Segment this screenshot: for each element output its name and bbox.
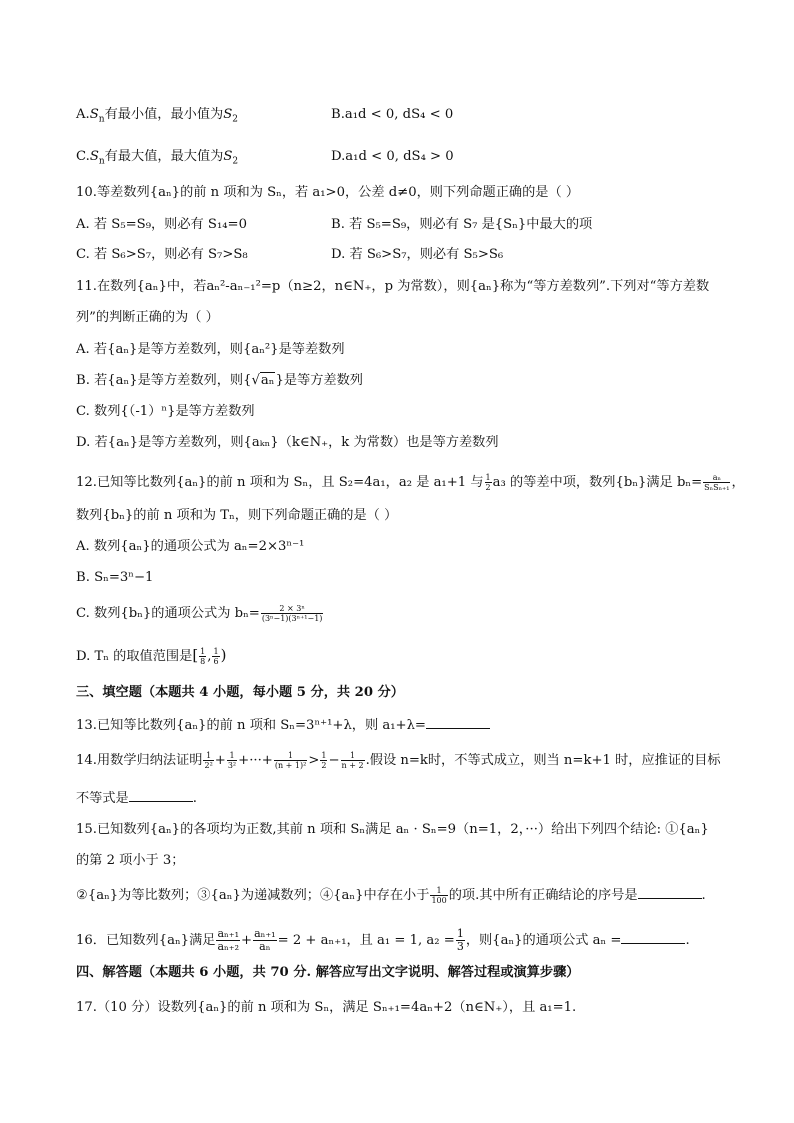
q15-line1: 15.已知数列{aₙ}的各项均为正数,其前 n 项和 Sₙ满足 aₙ · Sₙ=9（n=1，2，···）给出下列四个结论: ①{aₙ} <box>76 822 709 837</box>
q12-option-c: C. 数列{bₙ}的通项公式为 bₙ= $\frac{\text{2 × 3ⁿ}}{\text{(3ⁿ−1)(3ⁿ⁺¹−1)}}$ <box>76 604 323 623</box>
fraction-lower: $\frac{1}{8}$ <box>200 647 206 666</box>
fraction: $\frac{1}{\text{3²}}$ <box>227 751 237 770</box>
q14-line2: 不等式是 . <box>76 791 197 806</box>
q11-option-a: A. 若{aₙ}是等方差数列，则{aₙ²}是等差数列 <box>76 342 345 357</box>
sqrt-expression: aₙ <box>260 373 275 388</box>
q10-option-a: A. 若 S₅=S₉，则必有 S₁₄=0 <box>76 217 247 232</box>
section-heading-fill-blank: 三、填空题（本题共 4 小题，每小题 5 分，共 20 分） <box>76 685 404 700</box>
q12-option-b: B. Sₙ=3ⁿ−1 <box>76 570 154 585</box>
fraction: $\frac{1}{100}$ <box>431 886 447 905</box>
q12-option-d: D. Tₙ 的取值范围是[ $\frac{1}{8}$ , $\frac{1}{6}$ ) <box>76 646 227 666</box>
answer-blank <box>426 716 490 729</box>
fraction: $\frac{1}{2}$ <box>321 751 327 770</box>
q12-stem-line2: 数列{bₙ}的前 n 项和为 Tₙ，则下列命题正确的是（ ） <box>76 508 398 523</box>
q15-line2: 的第 2 项小于 3； <box>76 853 185 868</box>
fraction-bn: $\frac{\text{aₙ}}{\text{SₙSₙ₊₁}}$ <box>704 473 730 492</box>
q11-stem-line2: 列”的判断正确的为（ ） <box>76 310 219 325</box>
q11-stem-line1: 11.在数列{aₙ}中，若aₙ²-aₙ₋₁²=p（n≥2，n∈N₊，p 为常数），则{aₙ}称为“等方差数列”.下列对“等方差数 <box>76 279 710 294</box>
q11-option-c: C. 数列{（-1）ⁿ}是等方差数列 <box>76 404 255 419</box>
q10-option-c: C. 若 S₆>S₇，则必有 S₇>S₈ <box>76 247 248 262</box>
q10-option-b: B. 若 S₅=S₉，则必有 S₇ 是{Sₙ}中最大的项 <box>331 217 593 232</box>
q9-option-a: $A.S_n$有最小值，最小值为$S_2$ <box>76 107 239 125</box>
q9-option-c: $C.S_n$有最大值，最大值为$S_2$ <box>76 149 239 167</box>
fraction-half: $\frac{1}{2}$ <box>485 473 491 492</box>
fraction-upper: $\frac{1}{6}$ <box>213 647 219 666</box>
fraction: $\frac{\text{aₙ₊₁}}{\text{aₙ}}$ <box>254 927 276 953</box>
fraction: $\frac{1}{n + 2}$ <box>341 751 364 770</box>
q9-option-b: B.a₁d < 0, dS₄ < 0 <box>331 107 454 122</box>
q10-option-d: D. 若 S₆>S₇，则必有 S₅>S₆ <box>331 247 504 262</box>
q12-stem-line1: 12.已知等比数列{aₙ}的前 n 项和为 Sₙ，且 S₂=4a₁，a₂ 是 a₁+1 与 $\frac{1}{2}$ a₃ 的等差中项，数列{bₙ}满足 bₙ= $\frac{\text{aₙ}}{\text{SₙSₙ₊₁}}$ ， <box>76 473 745 492</box>
q11-option-b: B. 若{aₙ}是等方差数列，则{√aₙ}是等方差数列 <box>76 373 363 388</box>
answer-blank <box>621 931 685 944</box>
fraction: $\frac{1}{\text{(n + 1)²}}$ <box>274 751 307 770</box>
fraction-bn-formula: $\frac{\text{2 × 3ⁿ}}{\text{(3ⁿ−1)(3ⁿ⁺¹−1)}}$ <box>261 604 323 623</box>
q17: 17.（10 分）设数列{aₙ}的前 n 项和为 Sₙ，满足 Sₙ₊₁=4aₙ+2（n∈N₊），且 a₁=1. <box>76 1000 577 1015</box>
q16: 16．已知数列{aₙ}满足 $\frac{\text{aₙ₊₁}}{\text{aₙ₊₂}}$ + $\frac{\text{aₙ₊₁}}{\text{aₙ}}$ = 2 + aₙ₊₁，且 a₁ = 1, a₂ = $\frac{1}{3}$ ，则{aₙ}的通项公式 aₙ = . <box>76 927 690 953</box>
fraction: $\frac{1}{3}$ <box>456 927 464 953</box>
fraction: $\frac{1}{\text{2²}}$ <box>204 751 213 770</box>
answer-blank <box>638 886 702 899</box>
q15-line3: ②{aₙ}为等比数列；③{aₙ}为递减数列；④{aₙ}中存在小于 $\frac{1}{100}$ 的项.其中所有正确结论的序号是 . <box>76 886 706 905</box>
q10-stem: 10.等差数列{aₙ}的前 n 项和为 Sₙ，若 a₁>0，公差 d≠0，则下列命题正确的是（ ） <box>76 185 580 200</box>
q13: 13.已知等比数列{aₙ}的前 n 项和 Sₙ=3ⁿ⁺¹+λ，则 a₁+λ= <box>76 716 490 735</box>
q14-line1: 14.用数学归纳法证明 $\frac{1}{\text{2²}}$ + $\frac{1}{\text{3²}}$ +···+ $\frac{1}{\text{(n + 1)²}}$ > $\frac{1}{2}$ − $\frac{1}{n + 2}$ .假设 n=k时，不等式成立，则当 n=k+1 时，应推证的目标 <box>76 751 721 770</box>
q9-option-d: D.a₁d < 0, dS₄ > 0 <box>331 149 454 164</box>
q12-option-a: A. 数列{aₙ}的通项公式为 aₙ=2×3ⁿ⁻¹ <box>76 539 305 554</box>
fraction: $\frac{\text{aₙ₊₁}}{\text{aₙ₊₂}}$ <box>217 927 239 953</box>
section-heading-answers: 四、解答题（本题共 6 小题，共 70 分. 解答应写出文字说明、解答过程或演算步骤） <box>76 965 580 980</box>
answer-blank <box>129 789 193 802</box>
q11-option-d: D. 若{aₙ}是等方差数列，则{aₖₙ}（k∈N₊，k 为常数）也是等方差数列 <box>76 435 499 450</box>
